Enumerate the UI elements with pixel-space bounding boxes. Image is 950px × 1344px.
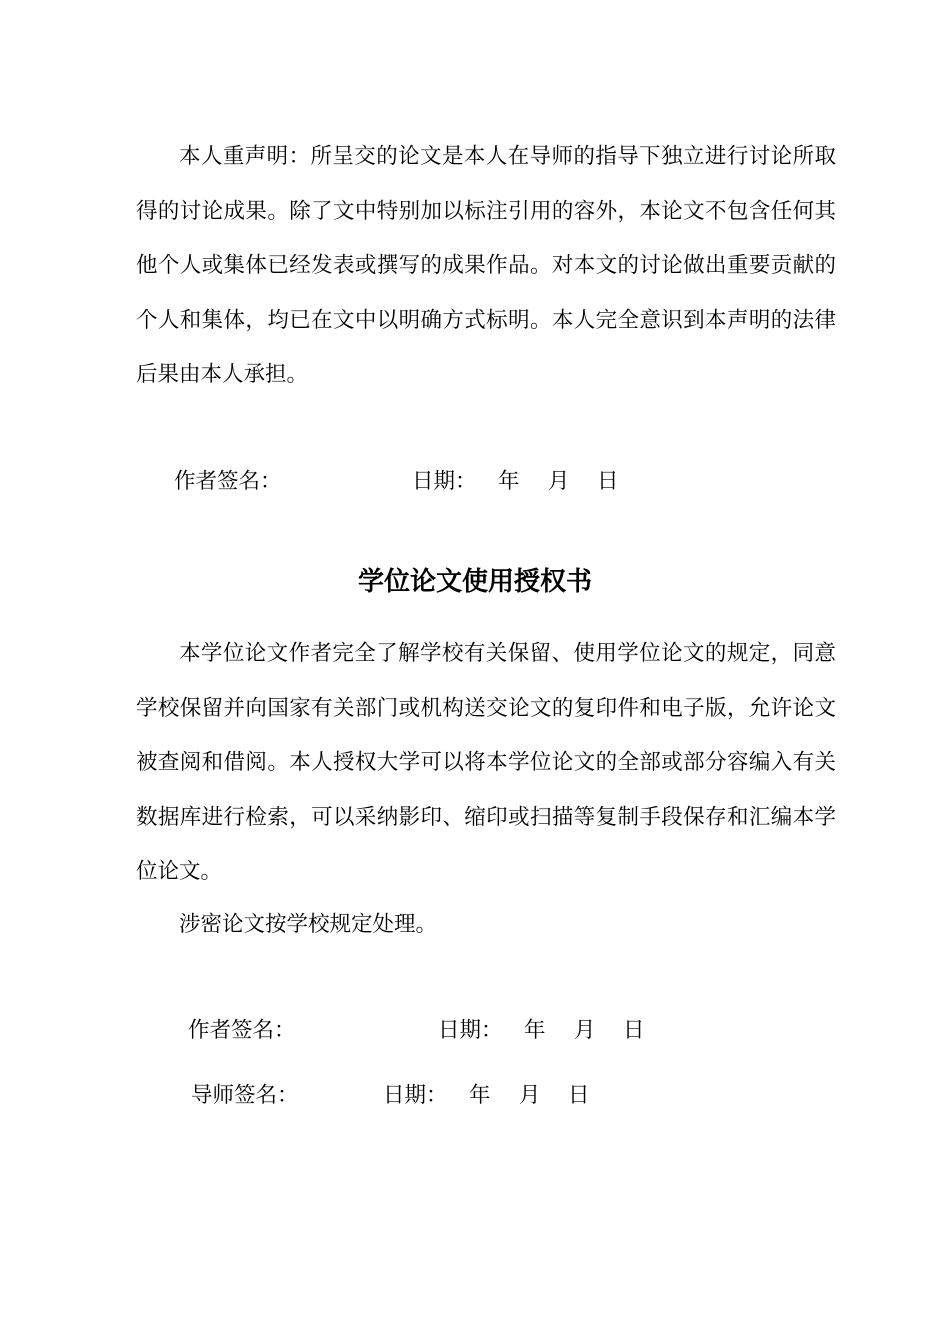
authorization-title: 学位论文使用授权书 [357,567,592,597]
author-signature-label: 作者签名： [188,1018,296,1043]
date-label: 日期： [412,469,477,494]
date-label: 日期： [383,1083,448,1108]
day-label: 日 [568,1083,590,1108]
month-label: 月 [548,469,570,494]
declaration-signature-row [0,467,950,497]
day-label: 日 [597,469,619,494]
supervisor-signature-row [0,1081,950,1111]
year-label: 年 [469,1083,491,1108]
day-label: 日 [623,1018,645,1043]
authorization-paragraph: 本学位论文作者完全了解学校有关保留、使用学位论文的规定，同意学校保留并向国家有关部门或机构送交论文的复印件和电子版，允许论文被查阅和借阅。本人授权大学可以将本学位论文的全部或部分容编入有关数据库进行检索，可以采纳影印、缩印或扫描等复制手段保存和汇编本学位论文。 [136,641,836,884]
month-label: 月 [519,1083,541,1108]
declaration-paragraph: 本人重声明：所呈交的论文是本人在导师的指导下独立进行讨论所取得的讨论成果。除了文中特别加以标注引用的容外，本论文不包含任何其他个人或集体已经发表或撰写的成果作品。对本文的讨论做出重要贡献的个人和集体，均已在文中以明确方式标明。本人完全意识到本声明的法律后果由本人承担。 [136,144,836,387]
year-label: 年 [524,1018,546,1043]
date-label: 日期： [438,1018,503,1043]
author-signature-row [0,1016,950,1046]
supervisor-signature-label: 导师签名： [191,1083,299,1108]
author-signature-label: 作者签名： [174,469,282,494]
year-label: 年 [498,469,520,494]
month-label: 月 [574,1018,596,1043]
secret-note: 涉密论文按学校规定处理。 [179,912,438,937]
